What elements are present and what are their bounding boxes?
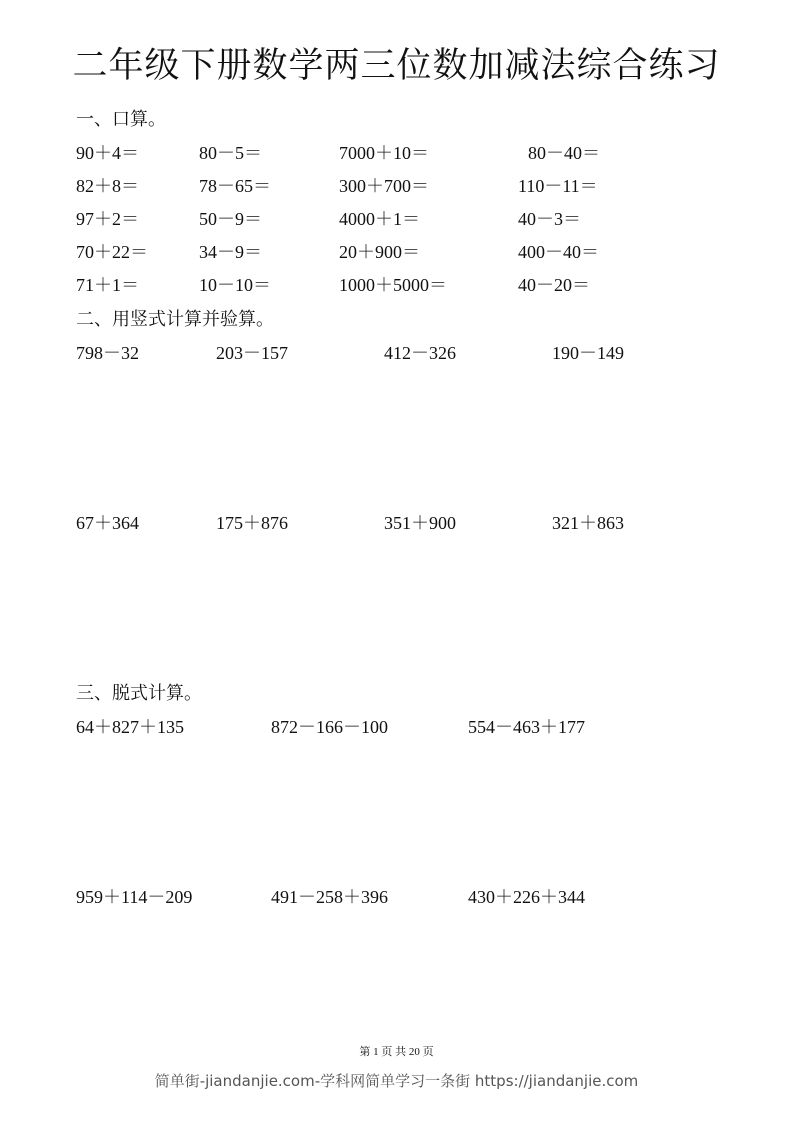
oral-problem: 7000＋10＝ [339,143,429,163]
oral-problem: 110－11＝ [518,176,598,196]
section-3-heading: 三、脱式计算。 [76,683,202,704]
oral-problem: 400－40＝ [518,242,599,262]
oral-problem: 90＋4＝ [76,143,139,163]
stepwise-problem: 872－166－100 [271,717,388,737]
oral-problem: 300＋700＝ [339,176,429,196]
oral-problem: 34－9＝ [199,242,262,262]
oral-problem: 20＋900＝ [339,242,420,262]
oral-problem: 97＋2＝ [76,209,139,229]
vertical-problem: 321＋863 [552,513,624,533]
oral-problem: 80－40＝ [528,143,600,163]
vertical-problem: 351＋900 [384,513,456,533]
oral-problem: 80－5＝ [199,143,262,163]
vertical-problem: 798－32 [76,343,139,363]
oral-problem: 70＋22＝ [76,242,148,262]
page-title: 二年级下册数学两三位数加减法综合练习 [72,46,721,86]
section-1-heading: 一、口算。 [76,109,166,130]
stepwise-problem: 491－258＋396 [271,887,388,907]
oral-problem: 50－9＝ [199,209,262,229]
stepwise-problem: 959＋114－209 [76,887,193,907]
oral-problem: 4000＋1＝ [339,209,420,229]
page-number: 第 1 页 共 20 页 [359,1046,434,1058]
section-2-heading: 二、用竖式计算并验算。 [76,309,274,330]
vertical-problem: 175＋876 [216,513,288,533]
stepwise-problem: 64＋827＋135 [76,717,184,737]
oral-problem: 10－10＝ [199,275,271,295]
stepwise-problem: 430＋226＋344 [468,887,585,907]
vertical-problem: 203－157 [216,343,288,363]
stepwise-problem: 554－463＋177 [468,717,585,737]
site-watermark-link[interactable]: 简单街-jiandanjie.com-学科网简单学习一条街 https://jiandanjie.com [154,1072,639,1090]
vertical-problem: 412－326 [384,343,456,363]
oral-problem: 40－20＝ [518,275,590,295]
oral-problem: 1000＋5000＝ [339,275,447,295]
oral-problem: 82＋8＝ [76,176,139,196]
oral-problem: 78－65＝ [199,176,271,196]
oral-problem: 71＋1＝ [76,275,139,295]
vertical-problem: 190－149 [552,343,624,363]
vertical-problem: 67＋364 [76,513,139,533]
oral-problem: 40－3＝ [518,209,581,229]
